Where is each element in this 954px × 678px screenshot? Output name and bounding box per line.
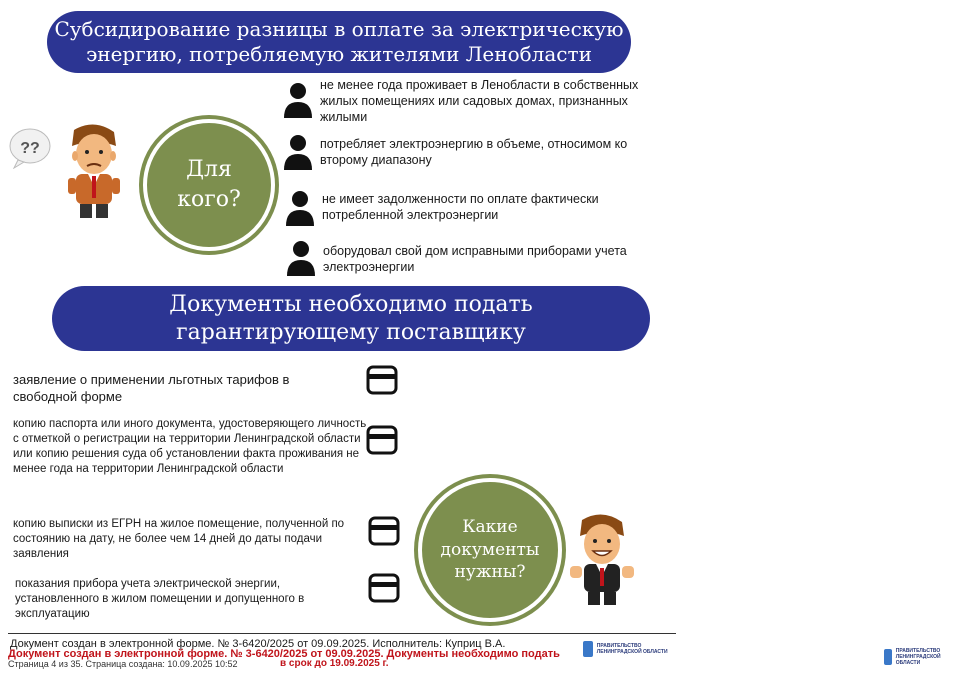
government-logo xyxy=(884,648,952,666)
government-logo xyxy=(583,641,668,657)
documents-title-line-1: Документы необходимо подать xyxy=(169,292,533,317)
document-item: копию выписки из ЕГРН на жилое помещение, полученной по состоянию на дату, не более чем 14 дней до даты подачи заявления xyxy=(13,518,345,560)
footer-line-4: в срок до 19.09.2025 г. xyxy=(280,658,389,669)
card-icon xyxy=(368,516,400,546)
document-item: показания прибора учета электрической энергии, установленного в жилом помещении и допущенного в эксплуатацию xyxy=(15,578,305,620)
footer-line-1: Документ создан в электронной форме. № 3-6420/2025 от 09.09.2025. Исполнитель: Куприц В.А. xyxy=(10,638,506,650)
footer-divider xyxy=(8,633,676,634)
card-icon xyxy=(366,365,398,395)
logo-text: ПРАВИТЕЛЬСТВО ЛЕНИНГРАДСКОЙ ОБЛАСТИ xyxy=(596,643,668,655)
document-item: заявление о применении льготных тарифов в свободной форме xyxy=(13,372,290,404)
criterion-item: потребляет электроэнергию в объеме, относимом ко второму диапазону xyxy=(320,137,628,167)
worried-man-illustration xyxy=(58,124,130,220)
question-bubble-icon xyxy=(8,127,54,169)
criterion-item: не имеет задолженности по оплате фактически потребленной электроэнергии xyxy=(322,192,599,222)
criterion-item: не менее года проживает в Ленобласти в собственных жилых помещениях или садовых домах, признанных жилыми xyxy=(320,78,639,124)
criterion-item: оборудовал свой дом исправными приборами учета электроэнергии xyxy=(323,244,627,274)
footer-line-2: Документ создан в электронной форме. № 3-6420/2025 от 09.09.2025. Документы необходимо подать xyxy=(8,648,560,660)
bubble-text: ?? xyxy=(20,140,40,157)
person-icon xyxy=(283,80,313,120)
which-documents-circle xyxy=(418,478,562,622)
logo-text: ПРАВИТЕЛЬСТВО ЛЕНИНГРАДСКОЙ ОБЛАСТИ xyxy=(895,648,941,666)
person-icon xyxy=(285,188,315,228)
title-line-1: Субсидирование разницы в оплате за электрическую xyxy=(54,17,624,41)
emblem-icon xyxy=(884,649,892,665)
who-circle-line-1: Для xyxy=(186,157,232,183)
footer-line-3: Страница 4 из 35. Страница создана: 10.09.2025 10:52 xyxy=(8,659,238,669)
documents-banner xyxy=(52,286,650,351)
documents-title-line-2: гарантирующему поставщику xyxy=(176,319,526,345)
card-icon xyxy=(368,573,400,603)
card-icon xyxy=(366,425,398,455)
emblem-icon xyxy=(583,641,593,657)
which-circle-line-3: нужны? xyxy=(454,562,526,583)
which-circle-line-1: Какие xyxy=(462,516,518,537)
happy-man-illustration xyxy=(566,514,638,606)
title-line-2: энергию, потребляемую жителями Ленобласти xyxy=(86,42,592,66)
who-circle-line-2: кого? xyxy=(177,187,241,212)
document-item: копию паспорта или иного документа, удостоверяющего личность с отметкой о регистрации на территории Ленинградской области или копию решения суда об установлении факта проживания не менее года на территории Ленинградской области xyxy=(13,418,367,475)
which-circle-line-2: документы xyxy=(440,539,540,560)
title-banner xyxy=(47,11,631,73)
who-circle xyxy=(143,119,275,251)
person-icon xyxy=(283,132,313,172)
person-icon xyxy=(286,238,316,278)
